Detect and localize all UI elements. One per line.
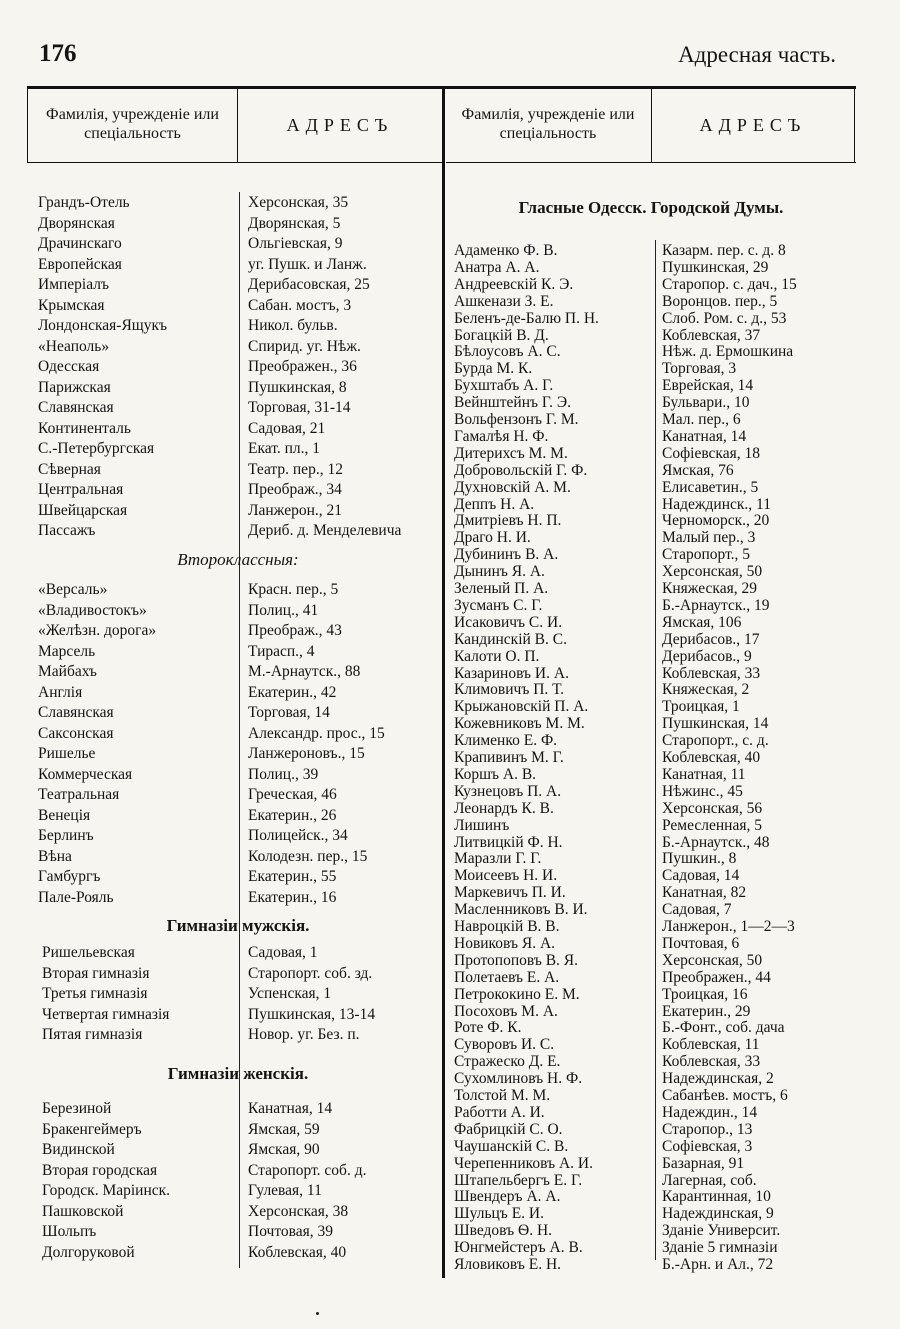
entry-address: Надеждин., 14 <box>662 1103 758 1121</box>
entry-address: Екатерин., 29 <box>662 1002 751 1020</box>
entry-name: Театральная <box>38 786 120 803</box>
entry-name: Андреевскій К. Э. <box>454 275 574 293</box>
entry-name: Дитерихсъ М. М. <box>454 444 568 462</box>
entry-address: Красн. пер., 5 <box>248 581 339 598</box>
entry-name: Полетаевъ Е. А. <box>454 968 560 986</box>
entry-name: Леонардъ К. В. <box>454 799 554 817</box>
entry-address: Дерибасов., 17 <box>662 630 760 648</box>
list-item <box>38 337 448 357</box>
entry-address: Херсонская, 50 <box>662 563 763 581</box>
entry-name: Фабрицкій С. О. <box>454 1120 563 1138</box>
entry-address: Дериб. д. Менделевича <box>248 522 402 539</box>
entry-name: Беленъ-де-Балю П. Н. <box>454 309 599 327</box>
entry-name: Долгоруковой <box>42 1243 135 1261</box>
entry-name: Бракенгеймеръ <box>42 1120 142 1138</box>
entry-name: Зусманъ С. Г. <box>454 596 543 614</box>
list-item <box>38 765 448 785</box>
entry-address: Екат. пл., 1 <box>248 440 321 457</box>
entry-address: Софіевская, 3 <box>662 1137 753 1155</box>
page-number: 176 <box>39 40 77 67</box>
entry-address: Нѣжинс., 45 <box>662 782 743 800</box>
list-item <box>38 275 448 295</box>
list-item <box>38 662 448 682</box>
entry-address: Коблевская, 33 <box>662 1053 761 1071</box>
entry-name: Шульцъ Е. И. <box>454 1205 544 1223</box>
entry-name: Драго Н. И. <box>454 529 531 547</box>
entry-address: Коблевская, 11 <box>662 1036 760 1054</box>
list-item <box>38 419 448 439</box>
entry-address: Садовая, 7 <box>662 901 732 919</box>
entry-address: Ольгіевская, 9 <box>248 235 343 252</box>
entry-address: Полицейск., 34 <box>248 827 348 844</box>
entry-name: Одесская <box>38 358 100 375</box>
header-rule-left <box>27 162 442 163</box>
entry-address: Старопор. с. дач., 15 <box>662 275 797 293</box>
section-title-female-gymnasia: Гимназіи женскія. <box>167 1064 309 1083</box>
entry-name: Сѣверная <box>38 460 101 478</box>
entry-address: Старопорт., 5 <box>662 546 751 564</box>
entry-name: «Желѣзн. дорога» <box>38 622 157 639</box>
entry-address: Греческая, 46 <box>248 786 337 803</box>
entry-name: Дмитріевъ Н. П. <box>454 512 562 530</box>
entry-address: Торговая, 3 <box>662 360 737 378</box>
entry-name: Кожевниковъ М. М. <box>454 715 585 733</box>
entry-address: Канатная, 11 <box>662 765 746 783</box>
entry-name: Англія <box>38 683 83 701</box>
entry-name: Дубининъ В. А. <box>454 546 559 564</box>
list-item <box>38 439 448 459</box>
entry-name: Суворовъ И. С. <box>454 1036 555 1054</box>
section-title-second-class: Второклассныя: <box>177 550 299 569</box>
entry-name: Ришелье <box>38 745 96 762</box>
entry-name: Пассажъ <box>38 522 96 539</box>
entry-address: Екатерин., 16 <box>248 888 337 906</box>
entry-address: М.-Арнаутск., 88 <box>248 663 361 680</box>
entry-address: Старопорт. соб. д. <box>248 1161 367 1179</box>
list-item <box>38 214 448 234</box>
entry-name: Роте Ф. К. <box>454 1019 522 1037</box>
list-item <box>38 296 448 316</box>
entry-address: Колодезн. пер., 15 <box>248 847 368 865</box>
entry-name: Бѣлоусовъ А. С. <box>454 343 561 361</box>
entry-name: Моисеевъ Н. И. <box>454 867 558 885</box>
entry-address: Херсонская, 56 <box>662 799 763 817</box>
entry-name: «Владивостокъ» <box>38 601 147 619</box>
entry-address: Ланжерон., 1—2—3 <box>662 918 795 935</box>
entry-name: Сухомлиновъ Н. Ф. <box>454 1070 583 1088</box>
entry-address: Старопорт., с. д. <box>662 732 769 750</box>
entry-name: Адаменко Ф. В. <box>454 242 558 259</box>
entry-address: Преображен., 44 <box>662 968 771 986</box>
entry-name: Яловиковъ Е. Н. <box>454 1256 562 1273</box>
entry-name: Коршъ А. В. <box>454 765 537 783</box>
entry-name: Лондонская-Ящукъ <box>38 317 168 334</box>
entry-address: Софіевская, 18 <box>662 444 760 462</box>
entry-address: Надеждинская, 9 <box>662 1205 774 1223</box>
header-address-right: АДРЕСЪ <box>699 115 807 135</box>
list-item <box>38 785 448 805</box>
list-item <box>42 984 452 1004</box>
entry-address: Ремесленная, 5 <box>662 816 762 834</box>
entry-name: Богацкій В. Д. <box>454 326 549 344</box>
list-item <box>38 888 448 908</box>
entry-name: Казариновъ И. А. <box>454 664 569 682</box>
entry-name: Ришельевская <box>42 944 135 961</box>
entry-address: Надеждинская, 2 <box>662 1070 774 1088</box>
entry-address: Александр. прос., 15 <box>248 724 385 742</box>
entry-address: Торговая, 14 <box>248 704 330 721</box>
entry-name: Исаковичъ С. И. <box>454 613 563 631</box>
rule <box>854 86 855 162</box>
entry-address: Елисаветин., 5 <box>662 478 759 496</box>
entry-name: Венеція <box>38 806 91 824</box>
list-item <box>454 1255 864 1275</box>
entry-name: Парижская <box>38 378 111 396</box>
entry-address: Почтовая, 39 <box>248 1223 334 1240</box>
list-item <box>38 621 448 641</box>
entry-address: Канатная, 14 <box>248 1100 333 1117</box>
rule <box>651 86 652 162</box>
entry-name: «Версаль» <box>38 581 108 598</box>
list-item <box>38 357 448 377</box>
entry-address: Канатная, 14 <box>662 427 747 445</box>
list-item <box>38 460 448 480</box>
list-item <box>38 703 448 723</box>
entry-name: Дворянская <box>38 214 115 232</box>
entry-address: Коблевская, 37 <box>662 326 761 344</box>
entry-address: Полиц., 41 <box>248 601 319 619</box>
list-item <box>38 501 448 521</box>
section-title-male-gymnasia: Гимназіи мужскія. <box>166 916 310 935</box>
entry-name: Юнгмейстеръ А. В. <box>454 1239 583 1257</box>
entry-name: Крапивинъ М. Г. <box>454 749 564 766</box>
entry-address: Театр. пер., 12 <box>248 460 343 478</box>
list-item <box>38 255 448 275</box>
entry-name: Добровольскій Г. Ф. <box>454 461 588 479</box>
list-item <box>38 580 448 600</box>
entry-address: Пушкин., 8 <box>662 850 737 868</box>
entry-address: Зданіе 5 гимназіи <box>662 1239 778 1257</box>
entry-address: Троицкая, 1 <box>662 698 740 716</box>
header-name-right: Фамилія, учрежденіе или спеціальность <box>461 106 635 142</box>
entry-address: Садовая, 21 <box>248 419 326 437</box>
entry-name: Вѣна <box>38 847 72 865</box>
entry-name: Кузнецовъ П. А. <box>454 782 562 800</box>
list-item <box>42 1099 452 1119</box>
list-item <box>42 1005 452 1025</box>
entry-name: Гамбургъ <box>38 868 101 885</box>
entry-name: Лишинъ <box>454 816 510 834</box>
list-item <box>42 1181 452 1201</box>
entry-name: Славянская <box>38 399 114 416</box>
entry-name: Вейнштейнъ Г. Э. <box>454 394 571 412</box>
entry-name: Калоти О. П. <box>454 647 540 665</box>
entry-address: Пушкинская, 14 <box>662 715 769 733</box>
entry-name: Вольфензонъ Г. М. <box>454 411 579 428</box>
entry-address: Сабанѣев. мостъ, 6 <box>662 1087 788 1104</box>
entry-address: Садовая, 14 <box>662 867 740 885</box>
entry-name: Бурда М. К. <box>454 360 533 378</box>
entry-name: Протопоповъ В. Я. <box>454 951 579 969</box>
entry-address: Канатная, 82 <box>662 884 747 902</box>
entry-name: Березиной <box>42 1100 112 1117</box>
entry-address: Дворянская, 5 <box>248 214 341 232</box>
list-item <box>38 683 448 703</box>
entry-address: Коблевская, 40 <box>248 1243 347 1261</box>
entry-address: Старопор., 13 <box>662 1120 753 1138</box>
entry-address: Старопорт. соб. зд. <box>248 964 373 982</box>
list-item <box>42 964 452 984</box>
entry-name: Пале-Рояль <box>38 888 114 906</box>
entry-address: Коблевская, 40 <box>662 749 761 766</box>
entry-name: Гамалѣя Н. Ф. <box>454 427 549 445</box>
entry-name: Драчинскаго <box>38 235 122 252</box>
entry-name: Майбахъ <box>38 663 97 680</box>
entry-name: Маразли Г. Г. <box>454 850 542 868</box>
entry-name: Зеленый П. А. <box>454 580 549 597</box>
entry-address: Торговая, 31-14 <box>248 399 351 416</box>
list-item <box>38 398 448 418</box>
list-item <box>38 847 448 867</box>
list-item <box>38 867 448 887</box>
entry-name: Шольпъ <box>42 1223 97 1240</box>
list-item <box>42 1120 452 1140</box>
list-item <box>42 1202 452 1222</box>
entry-name: Славянская <box>38 704 114 721</box>
list-item <box>42 1140 452 1160</box>
list-item <box>38 521 448 541</box>
entry-name: Дынинъ Я. А. <box>454 563 545 581</box>
rule <box>237 86 238 162</box>
entry-name: Импеpіалъ <box>38 276 109 293</box>
list-item <box>38 806 448 826</box>
entry-address: Дерибасовская, 25 <box>248 276 370 293</box>
entry-name: Посоховъ М. А. <box>454 1002 558 1020</box>
list-item <box>38 826 448 846</box>
entry-address: Казарм. пер. с. д. 8 <box>662 242 786 259</box>
entry-address: Садовая, 1 <box>248 944 318 961</box>
entry-address: Коблевская, 33 <box>662 664 761 682</box>
list-item <box>42 1025 452 1045</box>
entry-name: Штапельбергъ Е. Г. <box>454 1171 583 1189</box>
rule <box>27 86 28 162</box>
entry-name: Маркевичъ П. И. <box>454 884 566 902</box>
entry-name: Швендеръ А. А. <box>454 1188 561 1206</box>
entry-address: Б.-Арнаутск., 19 <box>662 596 770 614</box>
entry-name: Вторая городская <box>42 1161 158 1179</box>
entry-name: Толстой М. М. <box>454 1087 551 1104</box>
entry-name: Третья гимназія <box>42 985 148 1002</box>
list-item <box>42 943 452 963</box>
entry-name: Литвицкій Ф. Н. <box>454 833 563 851</box>
entry-address: Почтовая, 6 <box>662 934 740 952</box>
entry-address: Тирасп., 4 <box>248 642 315 660</box>
entry-address: Еврейская, 14 <box>662 377 754 395</box>
entry-name: Саксонская <box>38 724 114 742</box>
list-item <box>38 744 448 764</box>
entry-name: Навроцкій В. В. <box>454 918 560 935</box>
list-item <box>38 193 448 213</box>
entry-address: Гулевая, 11 <box>248 1182 322 1199</box>
entry-address: Бульвари., 10 <box>662 394 750 412</box>
entry-address: Пушкинская, 13-14 <box>248 1005 376 1023</box>
entry-address: Пушкинская, 8 <box>248 378 347 396</box>
entry-address: Екатерин., 55 <box>248 868 337 885</box>
entry-name: Пашковской <box>42 1202 124 1220</box>
entry-address: Троицкая, 16 <box>662 985 748 1003</box>
entry-address: Новор. уг. Без. п. <box>248 1026 360 1043</box>
entry-name: Бухштабъ А. Г. <box>454 377 554 395</box>
section-title-duma: Гласные Одесск. Городской Думы. <box>518 198 784 217</box>
entry-name: Видинской <box>42 1141 115 1158</box>
entry-name: Черепенниковъ А. И. <box>454 1154 593 1172</box>
entry-address: Надеждинск., 11 <box>662 495 771 513</box>
list-item <box>42 1222 452 1242</box>
entry-name: Духновскій А. М. <box>454 478 571 496</box>
entry-name: Четвертая гимназія <box>42 1005 170 1023</box>
entry-name: Европейская <box>38 255 122 273</box>
entry-name: Кандинскій В. С. <box>454 630 567 648</box>
list-item <box>38 642 448 662</box>
entry-address: Воронцов. пер., 5 <box>662 292 778 310</box>
entry-address: Ямская, 76 <box>662 461 734 479</box>
list-item <box>38 316 448 336</box>
entry-name: Городск. Маріинск. <box>42 1182 171 1199</box>
entry-address: Преображен., 36 <box>248 358 357 375</box>
entry-name: Коммерческая <box>38 765 133 783</box>
entry-address: Княжеская, 2 <box>662 681 750 699</box>
entry-name: Крымская <box>38 296 105 314</box>
entry-name: Вторая гимназія <box>42 964 150 982</box>
entry-address: Успенская, 1 <box>248 985 332 1002</box>
list-item <box>42 1161 452 1181</box>
entry-address: Ямская, 59 <box>248 1120 320 1138</box>
entry-name: Пятая гимназія <box>42 1026 143 1043</box>
entry-address: Зданіе Университ. <box>662 1222 781 1240</box>
entry-name: Берлинъ <box>38 827 94 844</box>
entry-name: Крыжановскій П. А. <box>454 698 589 716</box>
entry-name: Деппъ Н. А. <box>454 495 535 513</box>
entry-address: Преображ., 34 <box>248 481 342 498</box>
entry-address: Ямская, 106 <box>662 613 742 631</box>
entry-address: Спирид. уг. Нѣж. <box>248 337 361 355</box>
entry-address: Ланжероновъ., 15 <box>248 745 365 762</box>
entry-name: Климовичъ П. Т. <box>454 681 564 699</box>
entry-name: Новиковъ Я. А. <box>454 934 556 952</box>
list-item <box>42 1243 452 1263</box>
entry-name: Масленниковъ В. И. <box>454 901 588 919</box>
header-address-left: АДРЕСЪ <box>286 115 394 135</box>
print-mark <box>316 1312 319 1315</box>
entry-name: Чаушанскій С. В. <box>454 1137 569 1155</box>
entry-address: Екатерин., 26 <box>248 806 337 824</box>
entry-address: Карантинная, 10 <box>662 1188 771 1206</box>
entry-address: Ямская, 90 <box>248 1141 320 1158</box>
entry-name: Швейцарская <box>38 501 128 519</box>
entry-name: «Неаполь» <box>38 337 110 355</box>
entry-address: Б.-Фонт., соб. дача <box>662 1019 785 1037</box>
entry-address: Княжеская, 29 <box>662 580 757 597</box>
entry-address: Херсонская, 50 <box>662 951 763 969</box>
entry-address: Сабан. мостъ, 3 <box>248 296 352 314</box>
header-rule-right <box>446 162 856 163</box>
list-item <box>38 480 448 500</box>
entry-name: Работти А. И. <box>454 1103 545 1121</box>
entry-address: Преображ., 43 <box>248 622 342 639</box>
list-item <box>38 234 448 254</box>
list-item <box>38 601 448 621</box>
entry-address: Пушкинская, 29 <box>662 258 769 276</box>
entry-name: С.-Петербургская <box>38 440 155 457</box>
entry-address: Базарная, 91 <box>662 1154 745 1172</box>
entry-address: Слоб. Ром. с. д., 53 <box>662 309 787 327</box>
entry-name: Марсель <box>38 642 96 660</box>
entry-name: Центральная <box>38 481 124 498</box>
entry-address: уг. Пушк. и Ланж. <box>248 255 367 273</box>
entry-name: Шведовъ Ѳ. Н. <box>454 1222 553 1240</box>
entry-name: Петрококино Е. М. <box>454 985 580 1003</box>
entry-address: Дерибасов., 9 <box>662 647 752 665</box>
entry-name: Грандъ-Отель <box>38 194 130 211</box>
entry-name: Клименко Е. Ф. <box>454 732 558 750</box>
entry-name: Стражеско Д. Е. <box>454 1053 561 1071</box>
entry-name: Континенталь <box>38 419 131 437</box>
entry-address: Нѣж. д. Ермошкина <box>662 343 794 361</box>
entry-address: Черноморск., 20 <box>662 512 770 530</box>
entry-address: Лагерная, соб. <box>662 1171 757 1189</box>
entry-address: Ланжерон., 21 <box>248 501 342 519</box>
entry-address: Малый пер., 3 <box>662 529 756 547</box>
entry-address: Б.-Арн. и Ал., 72 <box>662 1256 774 1273</box>
entry-address: Херсонская, 38 <box>248 1202 349 1220</box>
list-item <box>38 378 448 398</box>
entry-address: Херсонская, 35 <box>248 194 349 211</box>
entry-address: Никол. бульв. <box>248 317 338 334</box>
header-name-left: Фамилія, учрежденіе или спеціальность <box>46 106 219 142</box>
entry-address: Б.-Арнаутск., 48 <box>662 833 770 851</box>
entry-address: Мал. пер., 6 <box>662 411 741 428</box>
entry-address: Екатерин., 42 <box>248 683 337 701</box>
entry-address: Полиц., 39 <box>248 765 319 783</box>
entry-name: Анатра А. А. <box>454 258 540 276</box>
running-title: Адресная часть. <box>678 42 836 67</box>
entry-name: Ашкенази З. Е. <box>454 292 554 310</box>
list-item <box>38 724 448 744</box>
